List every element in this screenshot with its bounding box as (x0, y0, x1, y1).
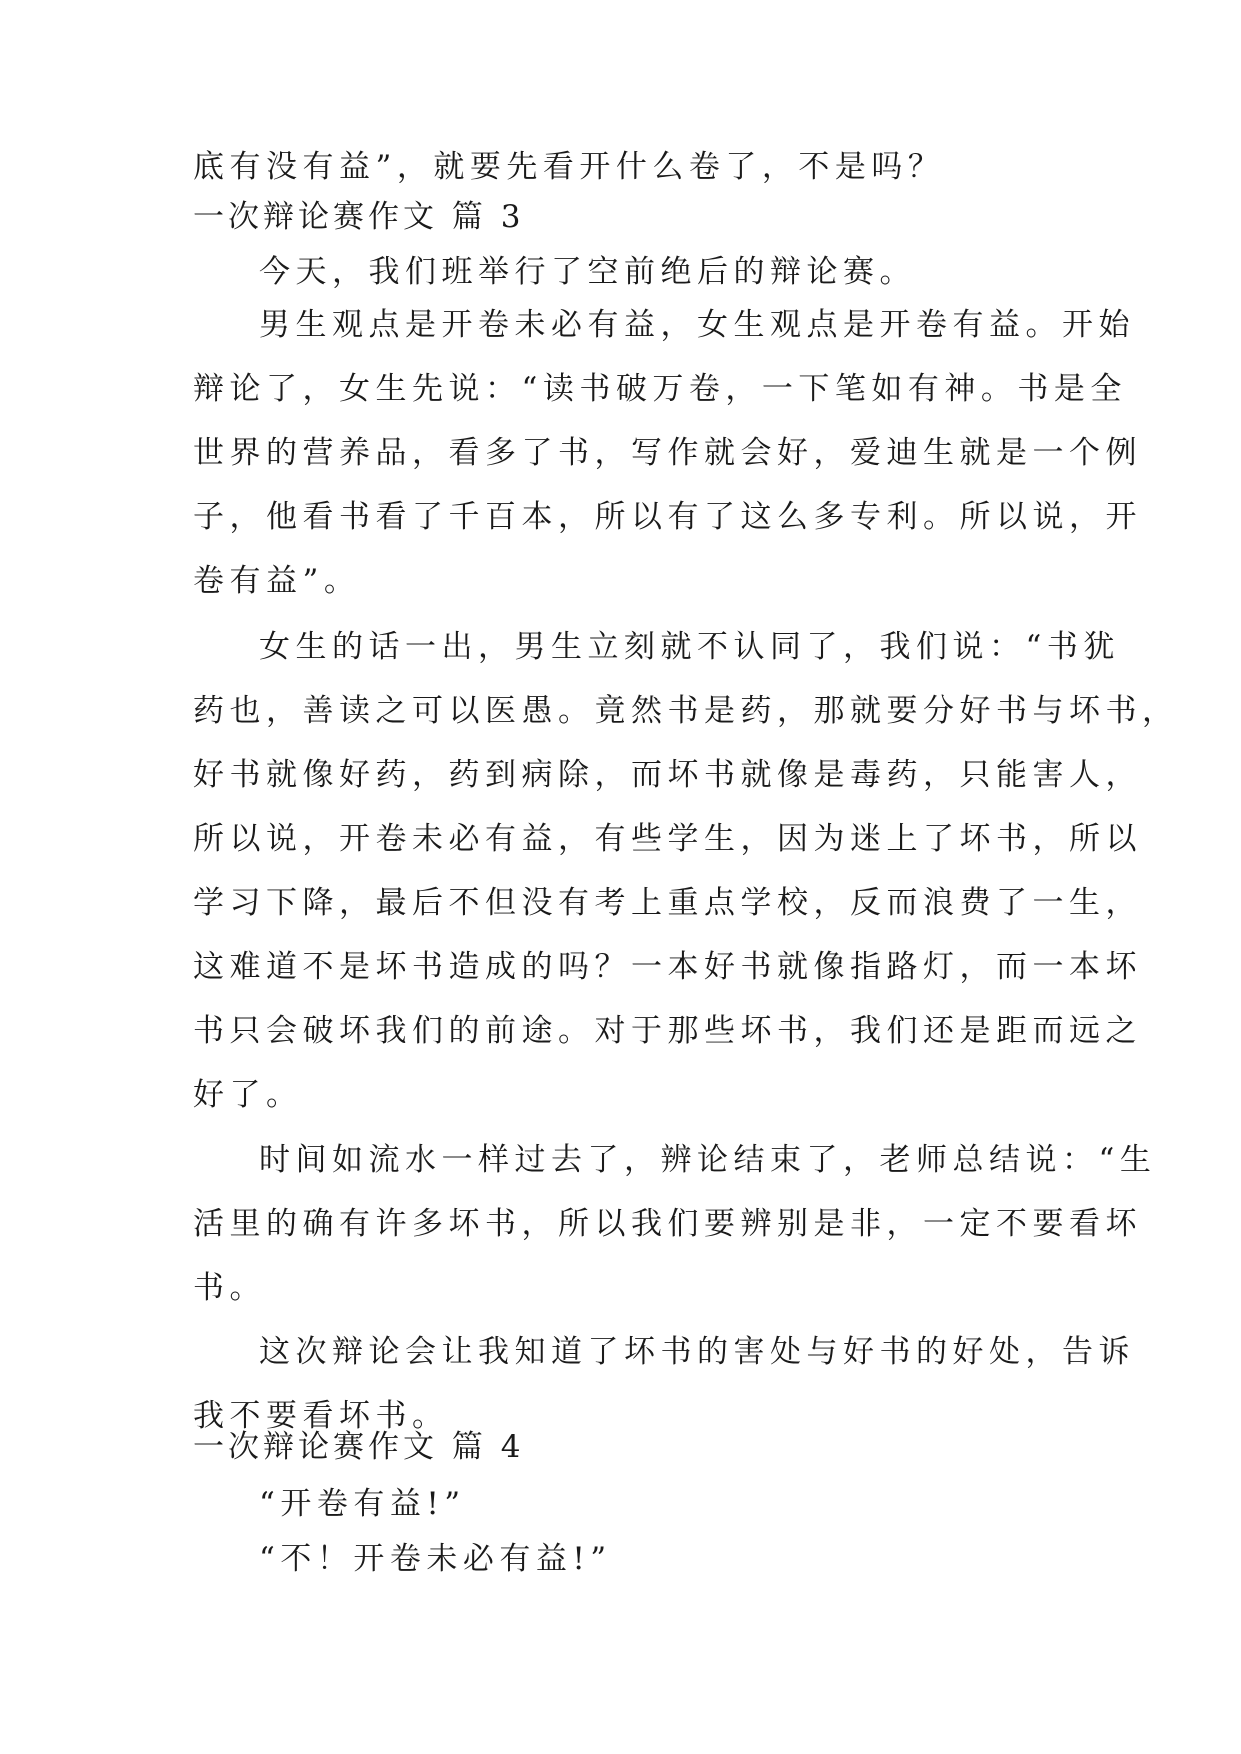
section-3-paragraph-4 (193, 1128, 1157, 1320)
text-line: 这难道不是坏书造成的吗？一本好书就像指路灯，而一本坏 (193, 949, 1142, 985)
text-line: 书。 (193, 1270, 266, 1306)
text-line: 底有没有益”，就要先看开什么卷了，不是吗？ (193, 149, 945, 185)
text-line: 今天，我们班举行了空前绝后的辩论赛。 (259, 254, 916, 290)
section-title: 一次辩论赛作文 篇 3 (193, 199, 525, 235)
text-line: 我不要看坏书。 (193, 1398, 449, 1434)
text-line: 好书就像好药，药到病除，而坏书就像是毒药，只能害人， (193, 757, 1142, 793)
text-line: 学习下降，最后不但没有考上重点学校，反而浪费了一生， (193, 885, 1142, 921)
text-line: 所以说，开卷未必有益，有些学生，因为迷上了坏书，所以 (193, 821, 1142, 857)
text-line: 时间如流水一样过去了，辨论结束了，老师总结说：“生 (259, 1142, 1157, 1178)
text-line: 世界的营养品，看多了书，写作就会好，爱迪生就是一个例 (193, 435, 1142, 471)
section-3-paragraph-3 (193, 615, 1179, 1127)
section-4-paragraph-2 (193, 1527, 1063, 1591)
text-line: 卷有益”。 (193, 563, 361, 599)
text-line: 书只会破坏我们的前途。对于那些坏书，我们还是距而远之 (193, 1013, 1142, 1049)
text-line: 这次辩论会让我知道了坏书的害处与好书的好处，告诉 (259, 1334, 1135, 1370)
text-line: “不！开卷未必有益!” (259, 1541, 612, 1577)
text-line: 辩论了，女生先说：“读书破万卷，一下笔如有神。书是全 (193, 371, 1127, 407)
section-4-title (193, 1415, 1063, 1479)
section-title: 一次辩论赛作文 篇 4 (193, 1429, 525, 1465)
text-line: 好了。 (193, 1077, 303, 1113)
text-line: 子，他看书看了千百本，所以有了这么多专利。所以说，开 (193, 499, 1142, 535)
text-line: 女生的话一出，男生立刻就不认同了，我们说：“书犹 (259, 629, 1120, 665)
text-line: “开卷有益!” (259, 1486, 466, 1522)
text-line: 药也，善读之可以医愚。竟然书是药，那就要分好书与坏书， (193, 693, 1179, 729)
text-line: 活里的确有许多坏书，所以我们要辨别是非，一定不要看坏 (193, 1206, 1142, 1242)
section-3-paragraph-2 (193, 293, 1142, 613)
text-line: 男生观点是开卷未必有益，女生观点是开卷有益。开始 (259, 307, 1135, 343)
